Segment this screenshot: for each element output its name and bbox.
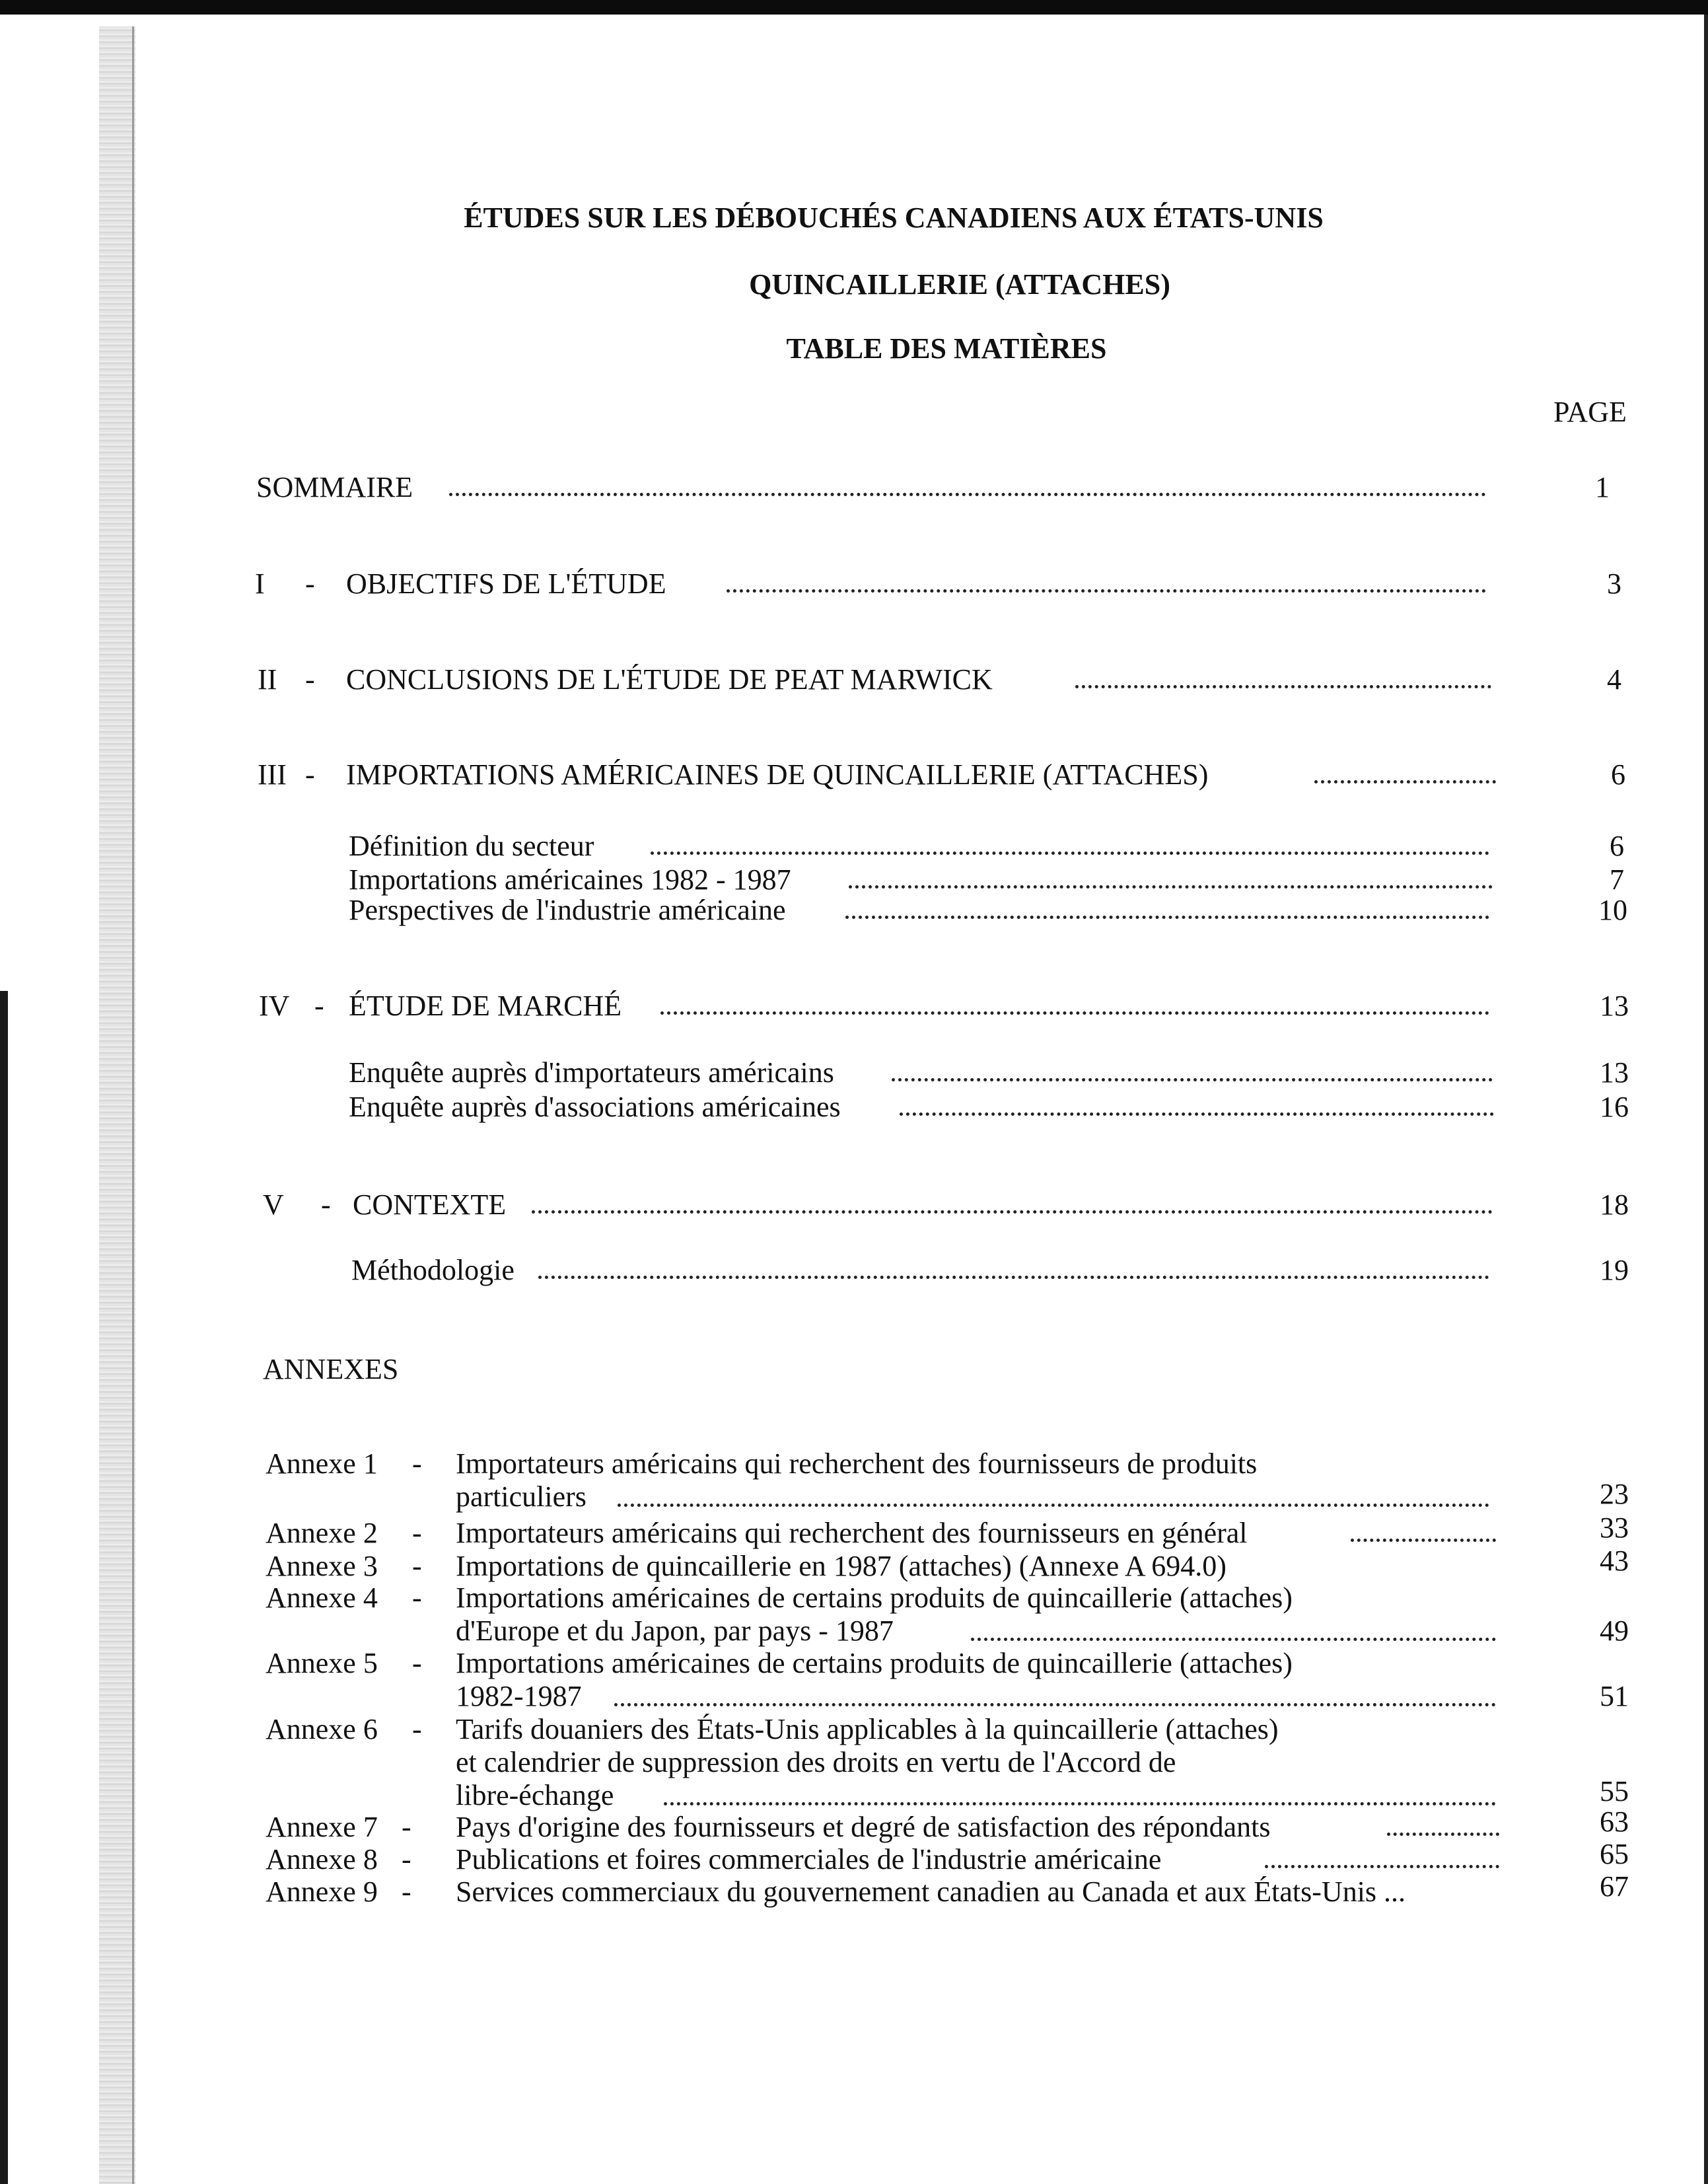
- annexe-dash: -: [402, 1843, 411, 1875]
- annexe-page: 23: [1600, 1478, 1629, 1510]
- annexe-page: 55: [1600, 1775, 1629, 1807]
- annexe-page: 49: [1600, 1615, 1629, 1647]
- dot-leader: [849, 885, 1493, 889]
- dot-leader: [727, 589, 1486, 593]
- annexe-label: Annexe 1: [266, 1447, 378, 1480]
- subsection-page: 19: [1600, 1254, 1629, 1286]
- annexe-page: 63: [1600, 1805, 1629, 1838]
- subsection-page: 6: [1610, 830, 1624, 862]
- subsection-label: Enquête auprès d'importateurs américains: [349, 1056, 834, 1089]
- section-page: 18: [1600, 1188, 1629, 1221]
- annexe-dash: -: [402, 1875, 411, 1908]
- annexe-line: Importations de quincaillerie en 1987 (attaches) (Annexe A 694.0): [456, 1550, 1227, 1582]
- annexe-dash: -: [402, 1811, 411, 1843]
- dot-leader: [532, 1210, 1493, 1214]
- annexe-label: Annexe 7: [266, 1811, 378, 1843]
- annexe-page: 51: [1600, 1680, 1629, 1712]
- annexe-line: d'Europe et du Japon, par pays - 1987: [456, 1615, 894, 1647]
- annexe-label: Annexe 5: [266, 1647, 378, 1679]
- toc-entry-page: 1: [1595, 471, 1610, 503]
- dot-leader: [614, 1703, 1496, 1706]
- dot-leader: [971, 1638, 1496, 1641]
- dot-leader: [1075, 685, 1491, 688]
- subsection-page: 16: [1600, 1091, 1629, 1123]
- toc-section-1[interactable]: [0, 567, 1708, 606]
- toc-subsection-methodologie[interactable]: [0, 1253, 1708, 1293]
- section-dash: -: [314, 990, 324, 1022]
- annexe-line: Services commerciaux du gouvernement canadien au Canada et aux États-Unis ...: [456, 1875, 1406, 1908]
- toc-section-3[interactable]: [0, 758, 1708, 797]
- toc-entry-label: SOMMAIRE: [256, 471, 413, 503]
- section-label: OBJECTIFS DE L'ÉTUDE: [346, 567, 666, 600]
- toc-subsection-enquete-importateurs[interactable]: [0, 1056, 1708, 1095]
- dot-leader: [664, 1802, 1496, 1805]
- document-title: ÉTUDES SUR LES DÉBOUCHÉS CANADIENS AUX ÉTATS-UNIS: [464, 201, 1324, 234]
- subsection-label: Perspectives de l'industrie américaine: [349, 894, 786, 926]
- annexe-line: Tarifs douaniers des États-Unis applicables à la quincaillerie (attaches): [456, 1713, 1279, 1745]
- subsection-label: Enquête auprès d'associations américaines: [349, 1091, 841, 1123]
- dot-leader: [618, 1504, 1489, 1507]
- section-number: I: [255, 567, 265, 600]
- annexe-line: Importateurs américains qui recherchent des fournisseurs en général: [456, 1517, 1248, 1549]
- section-page: 3: [1607, 567, 1621, 600]
- toc-annexe-1[interactable]: [0, 1447, 1708, 1519]
- dot-leader: [538, 1276, 1489, 1279]
- annexe-line: et calendrier de suppression des droits en vertu de l'Accord de: [456, 1746, 1176, 1778]
- annexe-page: 43: [1600, 1545, 1629, 1577]
- section-label: CONCLUSIONS DE L'ÉTUDE DE PEAT MARWICK: [346, 663, 993, 696]
- annexe-line: libre-échange: [456, 1779, 614, 1811]
- annexe-line: Importateurs américains qui recherchent des fournisseurs de produits: [456, 1447, 1258, 1480]
- section-dash: -: [305, 758, 315, 791]
- subsection-label: Définition du secteur: [349, 830, 594, 862]
- section-dash: -: [305, 567, 315, 600]
- annexe-label: Annexe 3: [266, 1550, 378, 1582]
- annexe-line: Pays d'origine des fournisseurs et degré de satisfaction des répondants: [456, 1811, 1271, 1843]
- toc-section-5[interactable]: [0, 1188, 1708, 1227]
- annexe-line: Importations américaines de certains produits de quincaillerie (attaches): [456, 1647, 1293, 1679]
- annexe-dash: -: [412, 1517, 422, 1549]
- section-number: III: [258, 758, 287, 791]
- subsection-page: 7: [1610, 863, 1624, 896]
- dot-leader: [1387, 1833, 1499, 1836]
- annexe-page: 67: [1600, 1870, 1629, 1903]
- annexe-line: 1982-1987: [456, 1680, 582, 1712]
- dot-leader: [449, 493, 1486, 496]
- subsection-label: Méthodologie: [351, 1254, 515, 1286]
- annexe-page: 65: [1600, 1838, 1629, 1870]
- subsection-label: Importations américaines 1982 - 1987: [349, 863, 791, 896]
- annexe-dash: -: [412, 1582, 422, 1614]
- section-label: IMPORTATIONS AMÉRICAINES DE QUINCAILLERIE (ATTACHES): [346, 758, 1209, 791]
- annexe-page: 33: [1600, 1511, 1629, 1544]
- dot-leader: [845, 916, 1489, 919]
- section-dash: -: [305, 663, 315, 696]
- annexe-label: Annexe 6: [266, 1713, 378, 1745]
- annexe-dash: -: [412, 1447, 422, 1480]
- scan-top-edge: [0, 0, 1708, 15]
- annexe-line: Importations américaines de certains produits de quincaillerie (attaches): [456, 1582, 1293, 1614]
- dot-leader: [892, 1078, 1493, 1081]
- subsection-page: 10: [1598, 894, 1627, 926]
- toc-subsection-enquete-associations[interactable]: [0, 1090, 1708, 1130]
- document-subtitle: QUINCAILLERIE (ATTACHES): [749, 268, 1170, 301]
- dot-leader: [660, 1011, 1489, 1015]
- page-column-label: PAGE: [1553, 396, 1627, 428]
- section-number: II: [258, 663, 277, 696]
- section-label: CONTEXTE: [353, 1188, 507, 1221]
- toc-annexe-6[interactable]: [0, 1712, 1708, 1818]
- dot-leader: [1314, 780, 1496, 783]
- dot-leader: [1351, 1539, 1496, 1542]
- section-page: 4: [1607, 663, 1621, 696]
- annexe-line: particuliers: [456, 1480, 587, 1513]
- dot-leader: [651, 852, 1489, 855]
- annexe-label: Annexe 4: [266, 1582, 378, 1614]
- toc-annexe-5[interactable]: [0, 1646, 1708, 1719]
- toc-annexe-4[interactable]: [0, 1581, 1708, 1654]
- toc-annexe-9[interactable]: [0, 1870, 1708, 1914]
- section-page: 6: [1611, 758, 1625, 791]
- section-number: IV: [259, 990, 290, 1022]
- annexe-label: Annexe 9: [266, 1875, 378, 1908]
- toc-section-2[interactable]: [0, 663, 1708, 702]
- toc-section-4[interactable]: [0, 989, 1708, 1029]
- annexe-dash: -: [412, 1647, 422, 1679]
- dot-leader: [900, 1112, 1494, 1116]
- section-number: V: [263, 1188, 284, 1221]
- section-page: 13: [1600, 990, 1629, 1022]
- toc-heading: TABLE DES MATIÈRES: [786, 332, 1107, 365]
- dot-leader: [1265, 1865, 1499, 1868]
- toc-subsection-perspectives[interactable]: [0, 893, 1708, 933]
- section-dash: -: [321, 1188, 331, 1221]
- annexe-dash: -: [412, 1713, 422, 1745]
- annexe-line: Publications et foires commerciales de l'industrie américaine: [456, 1843, 1162, 1875]
- toc-entry-sommaire[interactable]: [0, 470, 1708, 510]
- annexe-label: Annexe 8: [266, 1843, 378, 1875]
- section-label: ÉTUDE DE MARCHÉ: [349, 990, 622, 1022]
- annexe-dash: -: [412, 1550, 422, 1582]
- subsection-page: 13: [1600, 1056, 1629, 1089]
- annexe-label: Annexe 2: [266, 1517, 378, 1549]
- annexes-heading: ANNEXES: [263, 1353, 399, 1385]
